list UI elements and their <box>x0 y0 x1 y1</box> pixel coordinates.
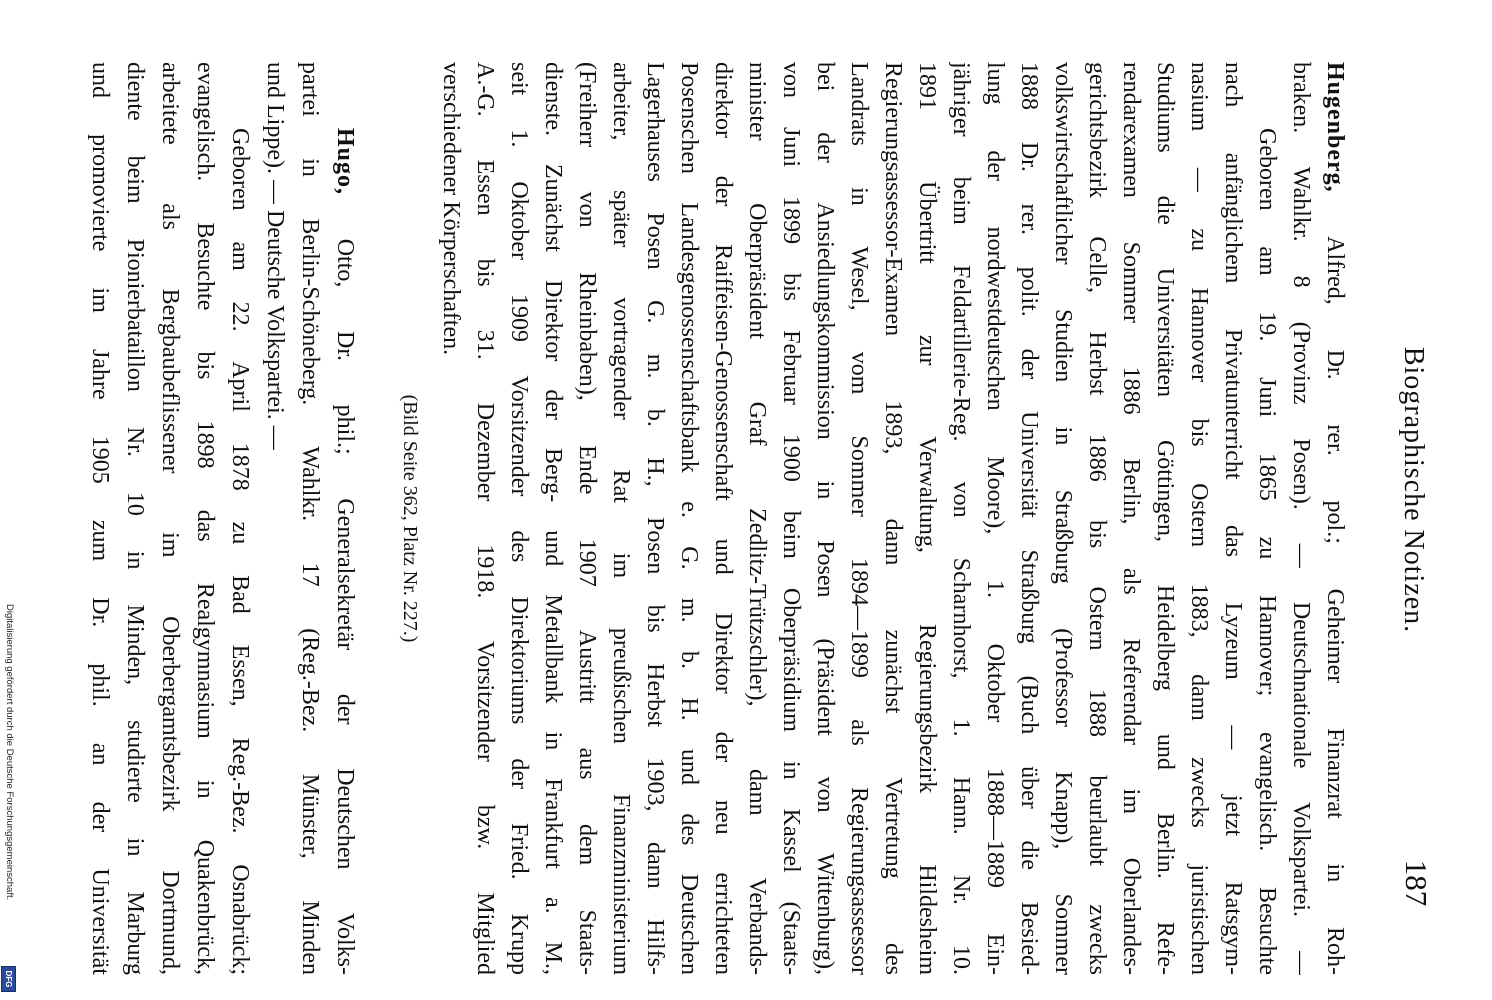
text-line: Posenschen Landesgenossenschaftsbank e. G. m. b. H. und des Deutschen <box>676 62 702 975</box>
text-line: Studiums die Universitäten Göttingen, Heidelberg und Berlin. Refe- <box>1152 62 1178 975</box>
text-line: Geboren am 19. Juni 1865 zu Hannover; evangelisch. Besuchte <box>1254 128 1280 975</box>
dfg-logo-icon: DFG <box>1 966 16 992</box>
entry-heading-line <box>1318 62 1352 975</box>
text-line: Lagerhauses Posen G. m. b. H., Posen bis Herbst 1903, dann Hilfs- <box>642 62 668 975</box>
text-line: und Lippe). — Deutsche Volkspartei. — <box>262 62 288 450</box>
text-line: dienste. Zunächst Direktor der Berg- und Metallbank in Frankfurt a. M., <box>540 62 566 975</box>
entry-heading-text: Alfred, Dr. rer. pol.; Geheimer Finanzrat in Roh- <box>1322 236 1348 975</box>
text-line: minister Oberpräsident Graf Zedlitz-Trützschler), dann Verbands- <box>744 62 770 975</box>
text-line: Regierungsassessor-Examen 1893, dann zunächst Vertretung des <box>880 62 906 975</box>
text-line: bei der Ansiedlungskommission in Posen (Präsident von Wittenburg), <box>812 62 838 975</box>
text-line: 1891 Übertritt zur Verwaltung, Regierungsbezirk Hildesheim <box>914 62 940 975</box>
text-line: 1888 Dr. rer. polit. der Universität Straßburg (Buch über die Besied- <box>1016 62 1042 975</box>
text-line: jähriger beim Feldartillerie-Reg. von Scharnhorst, 1. Hann. Nr. 10. <box>948 62 974 975</box>
text-line: lung der nordwestdeutschen Moore), 1. Oktober 1888—1889 Ein- <box>982 62 1008 975</box>
text-line: evangelisch. Besuchte bis 1898 das Realgymnasium in Quakenbrück, <box>192 62 218 975</box>
text-line: rendarexamen Sommer 1886 Berlin, als Referendar im Oberlandes- <box>1118 62 1144 975</box>
digitization-note: Digitalisierung gefördert durch die Deutsche Forschungsgemeinschaft. <box>4 604 15 901</box>
entry-name: Hugo, <box>332 128 358 196</box>
entry-name: Hugenberg, <box>1322 62 1348 193</box>
text-line: A.-G. Essen bis 31. Dezember 1918. Vorsitzender bzw. Mitglied <box>472 62 498 975</box>
text-line: volkswirtschaftlicher Studien in Straßburg (Professor Knapp), Sommer <box>1050 62 1076 975</box>
text-line: nasium — zu Hannover bis Ostern 1883, dann zwecks juristischen <box>1186 62 1212 975</box>
text-line: gerichtsbezirk Celle, Herbst 1886 bis Ostern 1888 beurlaubt zwecks <box>1084 62 1110 975</box>
text-line: arbeitete als Bergbaubeflissener im Oberbergamtsbezirk Dortmund, <box>157 62 183 975</box>
text-line: braken. Wahlkr. 8 (Provinz Posen). — Deutschnationale Volkspartei. — <box>1288 62 1314 975</box>
text-line: Landrats in Wesel, vom Sommer 1894—1899 als Regierungsassessor <box>846 62 872 975</box>
page-number: 187 <box>1399 859 1434 907</box>
text-line: seit 1. Oktober 1909 Vorsitzender des Direktoriums der Fried. Krupp <box>506 62 532 975</box>
text-line: arbeiter, später vortragender Rat im preußischen Finanzministerium <box>608 62 634 975</box>
running-title: Biographische Notizen. <box>1398 346 1429 634</box>
entry-heading-line <box>327 62 362 975</box>
entry-heading-text: Otto, Dr. phil.; Generalsekretär der Deutschen Volks- <box>332 238 358 975</box>
text-line: direktor der Raiffeisen-Genossenschaft und Direktor der neu errichteten <box>710 62 736 975</box>
picture-reference: (Bild Seite 362, Platz Nr. 227.) <box>399 394 421 643</box>
text-line: nach anfänglichem Privatunterricht das Lyzeum — jetzt Ratsgym- <box>1220 62 1246 975</box>
text-line: diente beim Pionierbataillon Nr. 10 in Minden, studierte in Marburg <box>122 62 148 975</box>
text-line: verschiedener Körperschaften. <box>438 62 464 356</box>
text-line: von Juni 1899 bis Februar 1900 beim Oberpräsidium in Kassel (Staats- <box>778 62 804 975</box>
text-line: Geboren am 22. April 1878 zu Bad Essen, Reg.-Bez. Osnabrück; <box>227 128 253 975</box>
text-line: partei in Berlin-Schöneberg. Wahlkr. 17 (Reg.-Bez. Münster, Minden <box>297 62 323 975</box>
biography-entry-hugenberg <box>434 62 1352 975</box>
text-line: und promovierte im Jahre 1905 zum Dr. phil. an der Universität <box>87 62 113 975</box>
text-line: (Freiherr von Rheinbaben), Ende 1907 Austritt aus dem Staats- <box>574 62 600 975</box>
biography-entry-hugo <box>82 62 362 975</box>
